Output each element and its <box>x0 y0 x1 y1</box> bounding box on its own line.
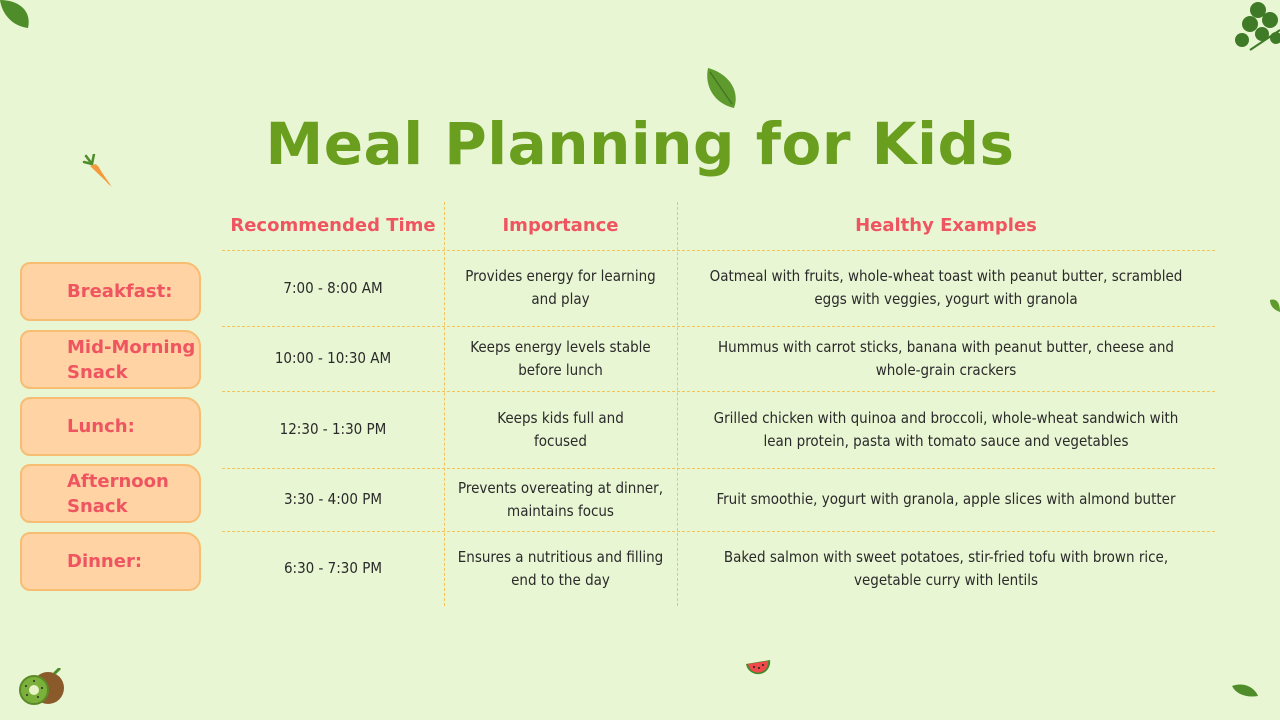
meal-label-dinner: Dinner: <box>20 532 201 591</box>
time-cell: 6:30 - 7:30 PM <box>283 559 383 577</box>
importance-cell: Prevents overeating at dinner, maintains focus <box>457 478 664 520</box>
examples-cell: Baked salmon with sweet potatoes, stir-fried tofu with brown rice, vegetable curry with lentils <box>723 547 1169 589</box>
importance-cell: Keeps kids full and focused <box>497 408 624 450</box>
meal-label-breakfast: Breakfast: <box>20 262 201 321</box>
examples-cell: Grilled chicken with quinoa and broccoli, whole-wheat sandwich with lean protein, pasta with tomato sauce and vegetables <box>713 408 1179 450</box>
examples-cell: Hummus with carrot sticks, banana with peanut butter, cheese and whole-grain crackers <box>718 337 1174 379</box>
header-healthy-examples: Healthy Examples <box>855 214 1037 236</box>
header-recommended-time: Recommended Time <box>230 214 436 236</box>
examples-cell: Fruit smoothie, yogurt with granola, apple slices with almond butter <box>716 490 1176 508</box>
watermelon-icon <box>744 656 772 680</box>
time-cell: 12:30 - 1:30 PM <box>279 420 387 438</box>
leaf-icon <box>1232 682 1258 698</box>
page-title: Meal Planning for Kids <box>265 110 1015 178</box>
header-importance: Importance <box>502 214 619 236</box>
meal-table <box>222 202 1215 606</box>
importance-cell: Provides energy for learning and play <box>465 267 656 308</box>
leaf-icon <box>1270 298 1280 314</box>
leaf-icon <box>704 68 738 108</box>
kiwi-icon <box>18 668 66 706</box>
importance-cell: Ensures a nutritious and filling end to the day <box>457 547 664 589</box>
importance-cell: Keeps energy levels stable before lunch <box>470 337 651 379</box>
parsley-icon <box>1228 0 1280 56</box>
examples-cell: Oatmeal with fruits, whole-wheat toast with peanut butter, scrambled eggs with veggies, yogurt with granola <box>709 267 1183 308</box>
time-cell: 7:00 - 8:00 AM <box>283 278 383 297</box>
leaf-icon <box>0 0 34 30</box>
time-cell: 3:30 - 4:00 PM <box>283 490 383 508</box>
meal-label-mid-morning-snack: Mid-Morning Snack <box>20 330 201 389</box>
time-cell: 10:00 - 10:30 AM <box>274 349 392 367</box>
meal-label-lunch: Lunch: <box>20 397 201 456</box>
meal-label-afternoon-snack: Afternoon Snack <box>20 464 201 523</box>
